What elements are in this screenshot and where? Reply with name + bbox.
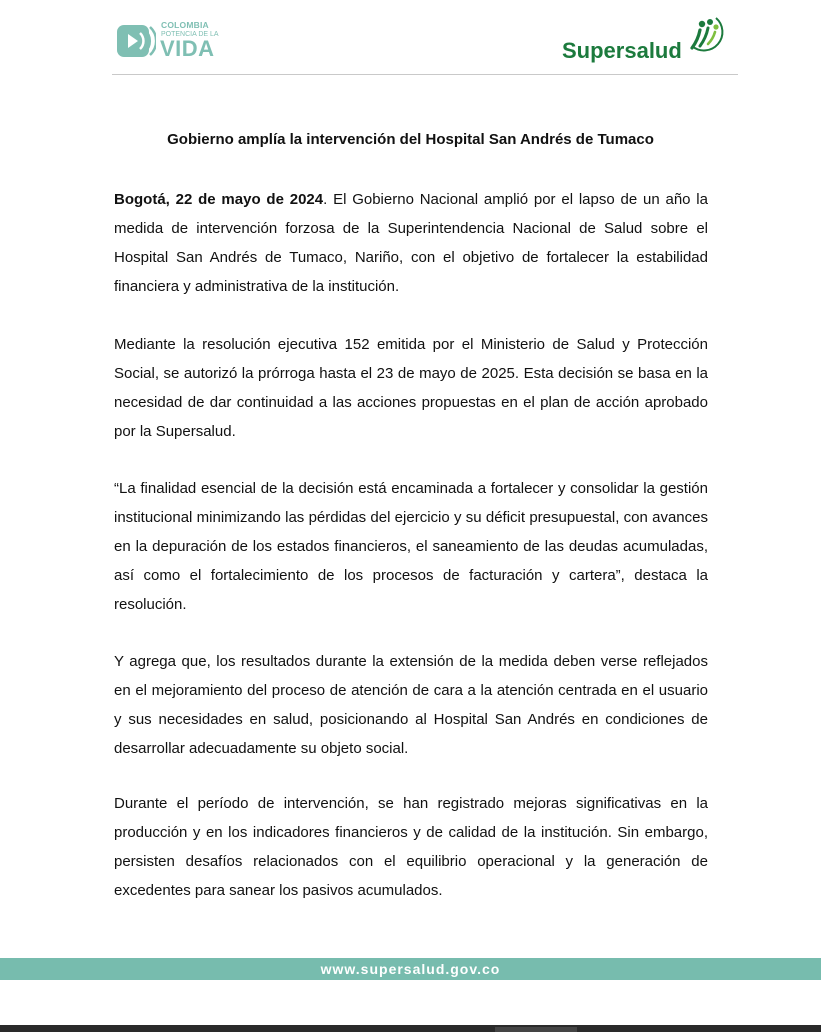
colombia-potencia-vida-logo bbox=[116, 20, 226, 62]
dateline: Bogotá, 22 de mayo de 2024 bbox=[114, 191, 324, 208]
paragraph-1 bbox=[114, 185, 708, 301]
footer-url-link[interactable]: www.supersalud.gov.co bbox=[320, 961, 501, 977]
paragraph-4: Y agrega que, los resultados durante la extensión de la medida deben verse reflejados en el mejoramiento del proceso de atención de cara a la atención centrada en el usuario y sus necesidades en salud, posicionando al Hospital San Andrés en condiciones de desarrollar adecuadamente su objeto social. bbox=[114, 653, 708, 757]
paragraph-5: Durante el período de intervención, se han registrado mejoras significativas en la producción y en los indicadores financieros y de calidad de la institución. Sin embargo, persisten desafíos relacionados con el equilibrio operacional y la generación de excedentes para sanear los pasivos acumulados. bbox=[114, 795, 708, 899]
paragraph-3: “La finalidad esencial de la decisión está encaminada a fortalecer y consolidar la gestión institucional minimizando las pérdidas del ejercicio y su déficit presupuestal, con avances en la depuración de los estados financieros, el saneamiento de las deudas acumuladas, así como el fortalecimiento de los procesos de facturación y cartera”, destaca la resolución. bbox=[114, 480, 708, 613]
paragraph-2: Mediante la resolución ejecutiva 152 emitida por el Ministerio de Salud y Protección Social, se autorizó la prórroga hasta el 23 de mayo de 2025. Esta decisión se basa en la necesidad de dar continuidad a las acciones propuestas en el plan de acción aprobado por la Supersalud. bbox=[114, 336, 708, 440]
supersalud-wordmark: Supersalud bbox=[562, 38, 682, 63]
supersalud-emblem-icon bbox=[686, 14, 730, 62]
header-divider bbox=[112, 74, 738, 75]
logo-text-colombia: COLOMBIA bbox=[161, 20, 209, 30]
document-title: Gobierno amplía la intervención del Hospital San Andrés de Tumaco bbox=[167, 131, 654, 148]
supersalud-logo bbox=[560, 14, 735, 68]
colombia-vida-icon bbox=[116, 22, 156, 60]
logo-text-vida: VIDA bbox=[160, 36, 215, 61]
paragraph-1-body: . El Gobierno Nacional amplió por el lapso de un año la medida de intervención forzosa de la Superintendencia Nacional de Salud sobre el Hospital San Andrés de Tumaco, Nariño, con el objetivo de fortalecer la estabilidad financiera y administrativa de la institución. bbox=[114, 191, 708, 295]
bottom-toolbar-strip bbox=[0, 1025, 821, 1032]
toolbar-slot bbox=[495, 1027, 577, 1032]
footer-band bbox=[0, 958, 821, 980]
logo-text-potencia: POTENCIA DE LA bbox=[161, 31, 219, 38]
